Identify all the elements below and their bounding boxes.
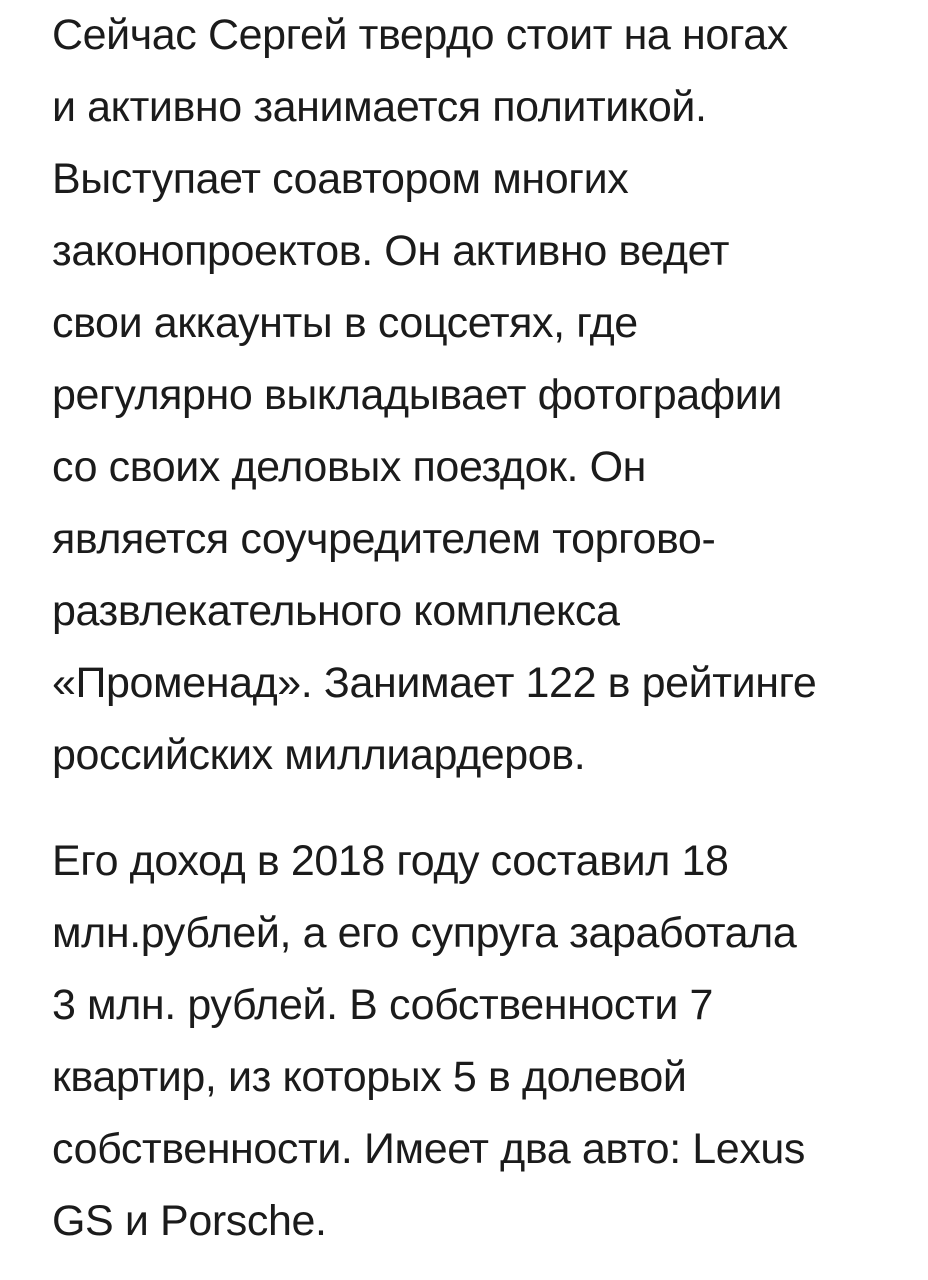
text-line: Сейчас Сергей твердо стоит на ногах [52, 11, 788, 59]
text-line: свои аккаунты в соцсетях, где [52, 299, 638, 347]
text-line: российских миллиардеров. [52, 731, 586, 779]
article-body [52, 0, 912, 1257]
text-line: развлекательного комплекса [52, 587, 620, 635]
text-line: млн.рублей, а его супруга заработала [52, 909, 797, 957]
text-line: законопроектов. Он активно ведет [52, 227, 730, 275]
text-line: является соучредителем торгово- [52, 515, 716, 563]
paragraph-income [52, 825, 912, 1257]
text-line: GS и Porsche. [52, 1197, 327, 1245]
text-line: Выступает соавтором многих [52, 155, 629, 203]
text-line: собственности. Имеет два авто: Lexus [52, 1125, 806, 1173]
text-line: квартир, из которых 5 в долевой [52, 1053, 687, 1101]
text-line: со своих деловых поездок. Он [52, 443, 646, 491]
text-line: и активно занимается политикой. [52, 83, 707, 131]
text-line: регулярно выкладывает фотографии [52, 371, 783, 419]
paragraph-politics [52, 0, 912, 791]
text-line: 3 млн. рублей. В собственности 7 [52, 981, 714, 1029]
text-line: Его доход в 2018 году составил 18 [52, 837, 729, 885]
text-line: «Променад». Занимает 122 в рейтинге [52, 659, 817, 707]
